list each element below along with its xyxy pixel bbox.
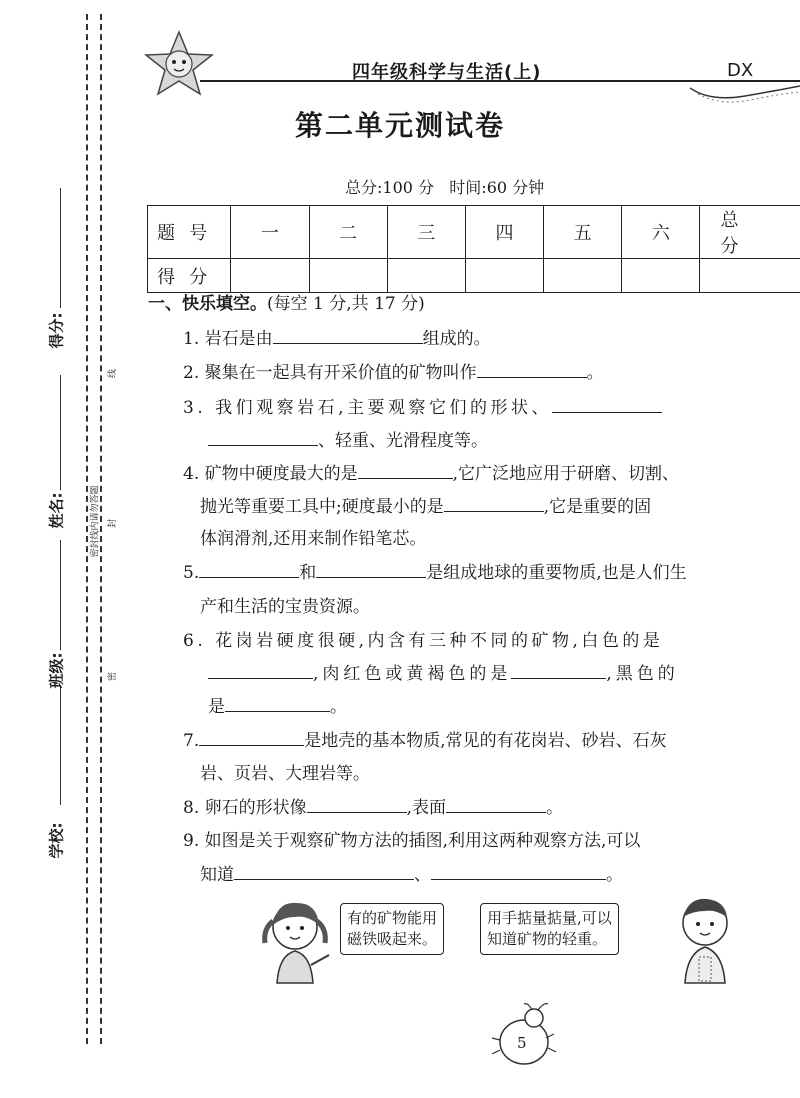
seal-char-feng: 封 bbox=[108, 518, 119, 529]
question-6: 6. 花岗岩硬度很硬,内含有三种不同的矿物,白色的是 bbox=[183, 631, 664, 651]
row-label-question: 题号 bbox=[148, 206, 231, 259]
score-table-header-row bbox=[148, 206, 800, 259]
col-2: 二 bbox=[309, 206, 387, 259]
question-4: 4. 矿物中硬度最大的是 ,它广泛地应用于研磨、切割、 bbox=[183, 464, 680, 484]
score-cell[interactable] bbox=[231, 259, 309, 293]
answer-blank[interactable] bbox=[477, 361, 587, 378]
score-cell[interactable] bbox=[622, 259, 700, 293]
seal-char-xian: 线 bbox=[108, 368, 119, 379]
time-text: 时间:60 分钟 bbox=[449, 178, 545, 197]
answer-blank[interactable] bbox=[358, 462, 453, 479]
page-number: 5 bbox=[517, 1034, 527, 1052]
section-1-heading bbox=[148, 289, 425, 314]
question-9: 9. 如图是关于观察矿物方法的插图,利用这两种观察方法,可以 bbox=[183, 831, 641, 851]
answer-blank[interactable] bbox=[511, 662, 606, 679]
answer-blank[interactable] bbox=[234, 863, 414, 880]
total-score-text: 总分:100 分 bbox=[345, 178, 435, 197]
answer-blank[interactable] bbox=[208, 662, 313, 679]
answer-blank[interactable] bbox=[273, 327, 423, 344]
question-5-line2: 产和生活的宝贵资源。 bbox=[200, 597, 370, 617]
page-title: 第二单元测试卷 bbox=[294, 109, 505, 142]
question-3-cont: 、轻重、光滑程度等。 bbox=[208, 426, 488, 451]
score-label: 得分: bbox=[47, 312, 66, 349]
answer-blank[interactable] bbox=[431, 863, 606, 880]
col-5: 五 bbox=[544, 206, 622, 259]
question-4-line2: 抛光等重要工具中;硬度最小的是 ,它是重要的固 bbox=[200, 497, 652, 517]
score-cell-total[interactable] bbox=[700, 259, 800, 293]
answer-blank[interactable] bbox=[225, 695, 330, 712]
score-cell[interactable] bbox=[309, 259, 387, 293]
score-cell[interactable] bbox=[465, 259, 543, 293]
question-3: 3. 我们观察岩石,主要观察它们的形状、 bbox=[183, 393, 662, 418]
seal-notice: 密封线内请勿答题 bbox=[90, 485, 101, 558]
school-label: 学校: bbox=[47, 822, 66, 859]
class-line bbox=[60, 540, 61, 650]
row-label-score: 得分 bbox=[148, 259, 231, 293]
school-line bbox=[60, 685, 61, 805]
question-1: 1. 岩石是由 组成的。 bbox=[183, 329, 491, 349]
question-5: 5. 和 是组成地球的重要物质,也是人们生 bbox=[183, 563, 687, 583]
col-3: 三 bbox=[387, 206, 465, 259]
speech-bubble-magnet: 有的矿物能用 磁铁吸起来。 bbox=[340, 903, 444, 955]
score-cell[interactable] bbox=[544, 259, 622, 293]
question-6-line2: ,肉红色或黄褐色的是 ,黑色的 bbox=[208, 659, 679, 684]
question-7-line2: 岩、页岩、大理岩等。 bbox=[200, 764, 370, 784]
question-8: 8. 卵石的形状像 ,表面 。 bbox=[183, 798, 564, 818]
answer-blank[interactable] bbox=[199, 561, 299, 578]
col-total: 总分 bbox=[700, 206, 800, 259]
header-wave-decoration bbox=[690, 82, 800, 104]
answer-blank[interactable] bbox=[307, 796, 407, 813]
answer-blank[interactable] bbox=[199, 729, 304, 746]
girl-illustration-icon bbox=[255, 895, 345, 985]
score-line bbox=[60, 188, 61, 308]
answer-blank[interactable] bbox=[552, 396, 662, 413]
score-table bbox=[147, 205, 800, 293]
col-1: 一 bbox=[231, 206, 309, 259]
col-6: 六 bbox=[622, 206, 700, 259]
seal-char-mi: 密 bbox=[108, 671, 119, 682]
answer-blank[interactable] bbox=[446, 796, 546, 813]
boy-illustration-icon bbox=[665, 893, 745, 985]
question-9-line2: 知道 、 。 bbox=[200, 865, 623, 885]
section-1-title: 一、快乐填空。 bbox=[148, 294, 267, 314]
class-label: 班级: bbox=[47, 652, 66, 689]
question-4-line3: 体润滑剂,还用来制作铅笔芯。 bbox=[200, 529, 427, 549]
score-table-score-row bbox=[148, 259, 800, 293]
star-mascot-icon bbox=[140, 28, 218, 100]
speech-bubble-weight: 用手掂量掂量,可以 知道矿物的轻重。 bbox=[480, 903, 619, 955]
answer-blank[interactable] bbox=[208, 429, 318, 446]
score-cell[interactable] bbox=[387, 259, 465, 293]
answer-blank[interactable] bbox=[316, 561, 426, 578]
question-7: 7. 是地壳的基本物质,常见的有花岗岩、砂岩、石灰 bbox=[183, 731, 667, 751]
book-title: 四年级科学与生活(上) bbox=[352, 62, 542, 83]
section-1-note: (每空 1 分,共 17 分) bbox=[267, 294, 425, 314]
question-6-line3: 是 。 bbox=[208, 697, 347, 717]
answer-blank[interactable] bbox=[444, 495, 544, 512]
edition-code: DX bbox=[727, 60, 754, 81]
col-4: 四 bbox=[465, 206, 543, 259]
name-line bbox=[60, 375, 61, 490]
question-2: 2. 聚集在一起具有开采价值的矿物叫作 。 bbox=[183, 363, 604, 383]
exam-meta bbox=[345, 175, 544, 198]
name-label: 姓名: bbox=[47, 492, 66, 529]
